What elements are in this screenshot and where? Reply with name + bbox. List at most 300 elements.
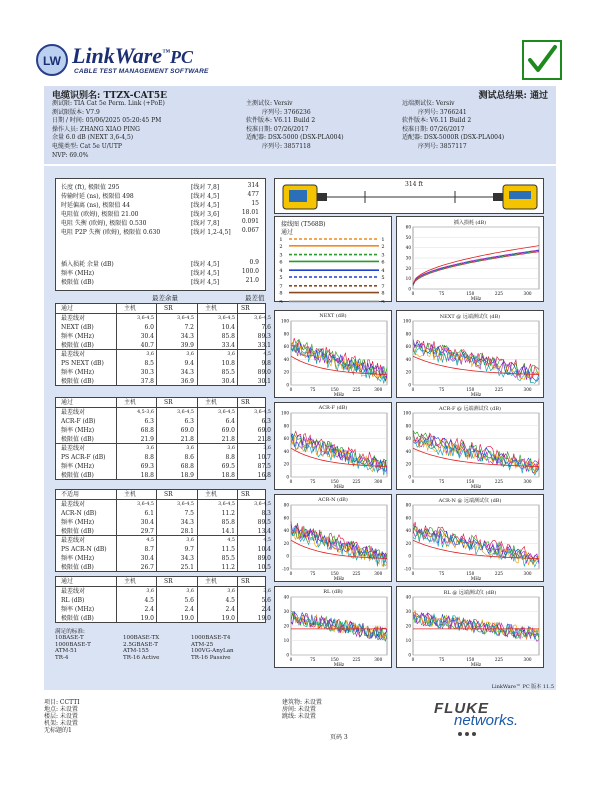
summary-pair: [线对 7,8] bbox=[191, 184, 220, 191]
fluke-word: FLUKE bbox=[434, 700, 489, 717]
row-value: 85.5 bbox=[221, 369, 235, 376]
graph-plot bbox=[397, 311, 545, 399]
table-col-header: SR bbox=[164, 399, 173, 406]
row-value: 4.5 bbox=[225, 597, 235, 604]
row-value: 5.6 bbox=[261, 597, 271, 604]
row-value: 11.2 bbox=[221, 510, 235, 517]
y-tick-label: 0 bbox=[408, 474, 411, 480]
y-tick-label: 0 bbox=[408, 286, 411, 292]
row-label: 极限值 (dB) bbox=[61, 615, 94, 622]
summary-pair: [线对 3,6] bbox=[191, 211, 220, 218]
x-tick-label: 150 bbox=[330, 479, 339, 484]
row-value: 2.4 bbox=[144, 606, 154, 613]
x-tick-label: 75 bbox=[438, 291, 445, 296]
x-tick-label: 150 bbox=[466, 387, 475, 392]
table-status: 不适用 bbox=[61, 491, 80, 498]
dots-icon bbox=[454, 730, 504, 742]
row-label: 频率 (MHz) bbox=[61, 369, 95, 376]
y-tick-label: 50 bbox=[405, 234, 411, 240]
row-value: 89.5 bbox=[257, 519, 271, 526]
main-adapter: 适配器: DSX-5000 (DSX-PLA004) bbox=[246, 134, 344, 142]
row-value: 85.8 bbox=[221, 519, 235, 526]
y-tick-label: 60 bbox=[405, 344, 411, 350]
logo-word: LinkWare bbox=[72, 43, 163, 68]
row-value: 10.7 bbox=[257, 454, 271, 461]
row-value: 8.6 bbox=[184, 454, 194, 461]
standard-item: ATM-25 bbox=[191, 641, 214, 648]
summary-pair: [线对 4,5] bbox=[191, 261, 220, 268]
table-divider bbox=[197, 304, 198, 385]
row-value: 10.4 bbox=[257, 546, 271, 553]
row-label: 频率 (MHz) bbox=[61, 606, 95, 613]
row-value: 30.4 bbox=[140, 555, 154, 562]
x-tick-label: 75 bbox=[310, 387, 316, 392]
x-axis-label: MHz bbox=[470, 662, 482, 667]
row-value: 3,6 bbox=[263, 589, 271, 594]
graph-panel bbox=[396, 310, 544, 398]
y-tick-label: 20 bbox=[283, 540, 289, 546]
y-tick-label: 60 bbox=[405, 224, 411, 230]
row-value: 6.3 bbox=[184, 418, 194, 425]
x-tick-label: 225 bbox=[352, 479, 361, 484]
table-col-header: 主机 bbox=[205, 305, 218, 312]
footer-rack: 机架: 未设置 bbox=[44, 720, 78, 727]
y-tick-label: 10 bbox=[283, 638, 289, 643]
x-tick-label: 75 bbox=[438, 479, 445, 484]
report-header bbox=[44, 86, 556, 164]
graph-plot bbox=[275, 311, 393, 399]
wire-map-status: 通过 bbox=[281, 229, 294, 236]
row-label: 最差线对 bbox=[61, 445, 86, 452]
table-divider bbox=[116, 577, 117, 622]
summary-value: 0.067 bbox=[241, 227, 259, 234]
row-value: 3,6-4,5 bbox=[254, 316, 271, 321]
wire-map-graphic bbox=[275, 217, 393, 303]
standard-item: ATM-155 bbox=[123, 648, 149, 655]
table-col-header: SR bbox=[241, 305, 250, 312]
y-tick-label: 20 bbox=[283, 461, 289, 467]
nvp: NVP: 69.0% bbox=[52, 151, 89, 159]
main-calibration: 校准日期: 07/26/2017 bbox=[246, 125, 309, 133]
row-value: 34.3 bbox=[180, 555, 194, 562]
summary-value: 0.9 bbox=[249, 259, 259, 266]
row-value: 30.4 bbox=[140, 519, 154, 526]
y-tick-label: 40 bbox=[283, 448, 289, 454]
summary-value: 21.0 bbox=[245, 277, 259, 284]
wire-pin-label: 5 bbox=[279, 275, 283, 281]
y-tick-label: 20 bbox=[405, 265, 411, 271]
main-software: 软件版本: V6.11 Build 2 bbox=[246, 117, 316, 125]
row-label: NEXT (dB) bbox=[61, 324, 94, 331]
row-value: 34.3 bbox=[180, 333, 194, 340]
y-tick-label: 80 bbox=[405, 331, 411, 337]
logo-badge: LW bbox=[43, 54, 61, 68]
graph-plot bbox=[397, 495, 545, 583]
row-label: PS NEXT (dB) bbox=[61, 360, 104, 367]
row-value: 9.7 bbox=[184, 546, 194, 553]
summary-value: 15 bbox=[251, 200, 259, 207]
x-tick-label: 225 bbox=[494, 387, 503, 392]
y-tick-label: 80 bbox=[405, 423, 411, 429]
main-serial: 序列号: 3766236 bbox=[262, 108, 311, 116]
summary-label: 极限值 (dB) bbox=[61, 279, 94, 286]
summary-value: 100.0 bbox=[241, 268, 259, 275]
x-axis-label: MHz bbox=[333, 662, 345, 667]
row-label: 最差线对 bbox=[61, 501, 86, 508]
standard-item: 10BASE-T bbox=[55, 635, 84, 642]
y-tick-label: 100 bbox=[403, 410, 411, 416]
row-value: 4,5 bbox=[263, 538, 271, 543]
standard-item: 100BASE-TX bbox=[123, 635, 160, 642]
x-tick-label: 75 bbox=[310, 479, 316, 484]
table-col-header: SR bbox=[164, 491, 173, 498]
summary-label: 电阻 失衡 (欧姆), 极限值 0.530 bbox=[61, 220, 147, 227]
row-value: 2.4 bbox=[184, 606, 194, 613]
date-time: 日期 / 时间: 05/06/2025 05:20:45 PM bbox=[52, 117, 162, 125]
networks-word: networks. bbox=[454, 712, 519, 729]
row-value: 3,6-4,5 bbox=[254, 502, 271, 507]
row-value: 4,5 bbox=[227, 538, 235, 543]
row-value: 28.1 bbox=[180, 528, 194, 535]
x-tick-label: 0 bbox=[289, 479, 293, 484]
graph-panel bbox=[274, 586, 392, 668]
row-label: 极限值 (dB) bbox=[61, 564, 94, 571]
row-label: 最差线对 bbox=[61, 351, 86, 358]
row-value: 6.1 bbox=[144, 510, 154, 517]
remote-adapter: 适配器: DSX-5000R (DSX-PLA004) bbox=[402, 134, 505, 142]
graph-panel bbox=[396, 494, 544, 582]
row-value: 3,6 bbox=[146, 352, 154, 357]
y-tick-label: 60 bbox=[283, 436, 289, 442]
x-tick-label: 75 bbox=[438, 571, 445, 576]
row-value: 3,6 bbox=[186, 589, 194, 594]
standard-item: TR-16 Passive bbox=[191, 654, 231, 661]
cable-id: 电缆识别名: TTZX-CAT5E bbox=[52, 91, 167, 101]
y-tick-label: 40 bbox=[405, 594, 411, 600]
summary-pair: [线对 4,5] bbox=[191, 279, 220, 286]
row-value: 16.8 bbox=[257, 472, 271, 479]
row-value: 6.3 bbox=[144, 418, 154, 425]
graph-title: NEXT (dB) bbox=[319, 313, 347, 319]
summary-label: 长度 (ft), 极限值 295 bbox=[61, 184, 120, 191]
row-value: 69.5 bbox=[221, 463, 235, 470]
row-value: 8.8 bbox=[225, 454, 235, 461]
x-tick-label: 0 bbox=[411, 291, 415, 296]
row-value: 69.0 bbox=[221, 427, 235, 434]
summary-value: 18.01 bbox=[241, 209, 259, 216]
summary-label: 插入损耗 余量 (dB) bbox=[61, 261, 114, 268]
y-tick-label: 100 bbox=[281, 410, 289, 416]
wire-pin-label: 1 bbox=[381, 237, 385, 243]
footer-untitled: 无标题的1 bbox=[44, 727, 72, 734]
graph-panel bbox=[396, 216, 544, 302]
page-number: 页码 3 bbox=[330, 734, 348, 741]
x-tick-label: 0 bbox=[289, 657, 293, 662]
row-value: 19.0 bbox=[221, 615, 235, 622]
row-value: 3,6 bbox=[263, 446, 271, 451]
row-label: 极限值 (dB) bbox=[61, 436, 94, 443]
wire-pin-label: 2 bbox=[279, 243, 283, 250]
x-tick-label: 75 bbox=[310, 657, 316, 662]
table-col-header: 主机 bbox=[205, 491, 218, 498]
row-value: 69.0 bbox=[180, 427, 194, 434]
wire-pin-label: 4 bbox=[279, 268, 283, 275]
footer-patch: 跳线: 未设置 bbox=[282, 713, 316, 720]
summary-pair: [线对 4,5] bbox=[191, 202, 220, 209]
wire-pin-label: 6 bbox=[279, 259, 283, 266]
x-tick-label: 0 bbox=[411, 657, 415, 662]
row-label: 最差线对 bbox=[61, 588, 86, 595]
row-value: 3,6 bbox=[146, 589, 154, 594]
row-value: 36.9 bbox=[180, 378, 194, 385]
table-divider bbox=[116, 490, 117, 571]
y-tick-label: 0 bbox=[408, 652, 411, 658]
x-tick-label: 150 bbox=[466, 657, 475, 662]
row-value: 34.3 bbox=[180, 519, 194, 526]
row-value: 3,6 bbox=[227, 352, 235, 357]
summary-pair: [线对 4,5] bbox=[191, 270, 220, 277]
row-label: 极限值 (dB) bbox=[61, 378, 94, 385]
row-value: 89.0 bbox=[257, 555, 271, 562]
graph-panel bbox=[396, 402, 544, 490]
graph-plot bbox=[397, 403, 545, 491]
wire-map-title: 接线图 (T568B) bbox=[281, 221, 326, 228]
graph-panel bbox=[274, 494, 392, 582]
x-tick-label: 300 bbox=[523, 387, 532, 392]
row-value: 3,6 bbox=[227, 446, 235, 451]
graph-plot bbox=[275, 403, 393, 491]
wire-pin-label: 7 bbox=[381, 283, 385, 290]
standard-item: 2.5GBASE-T bbox=[123, 641, 158, 648]
graph-panel bbox=[274, 402, 392, 490]
x-tick-label: 300 bbox=[374, 657, 383, 662]
graph-title: ACR-F @ 远端测试仪 (dB) bbox=[439, 406, 501, 412]
row-value: 3,6 bbox=[186, 446, 194, 451]
wire-pin-label: 8 bbox=[381, 290, 385, 297]
row-label: 频率 (MHz) bbox=[61, 463, 95, 470]
y-tick-label: 60 bbox=[283, 515, 289, 521]
summary-label: 频率 (MHz) bbox=[61, 270, 95, 277]
y-tick-label: 0 bbox=[286, 382, 289, 388]
row-value: 4,5 bbox=[146, 538, 154, 543]
x-tick-label: 0 bbox=[411, 387, 415, 392]
wire-pin-label: 3 bbox=[381, 252, 385, 259]
logo-tm: ™ bbox=[162, 47, 171, 57]
row-value: 19.0 bbox=[180, 615, 194, 622]
pass-checkmark-icon bbox=[522, 40, 562, 80]
row-value: 3,6 bbox=[186, 538, 194, 543]
x-axis-label: MHz bbox=[333, 484, 345, 489]
row-value: 3,6 bbox=[186, 352, 194, 357]
row-label: 频率 (MHz) bbox=[61, 555, 95, 562]
row-label: RL (dB) bbox=[61, 597, 85, 604]
table-status: 通过 bbox=[61, 578, 74, 585]
y-tick-label: 40 bbox=[283, 528, 289, 534]
table-col-header: SR bbox=[241, 491, 250, 498]
row-value: 3,6-4,5 bbox=[137, 502, 154, 507]
x-tick-label: 225 bbox=[352, 657, 361, 662]
row-value: 18.8 bbox=[140, 472, 154, 479]
summary-pair: [线对 7,8] bbox=[191, 220, 220, 227]
x-tick-label: 150 bbox=[466, 571, 475, 576]
row-value: 29.7 bbox=[140, 528, 154, 535]
summary-pair: [线对 4,5] bbox=[191, 193, 220, 200]
table-col-header: SR bbox=[164, 578, 173, 585]
table-divider bbox=[197, 577, 198, 622]
row-value: 40.7 bbox=[140, 342, 154, 349]
y-tick-label: 30 bbox=[405, 255, 411, 261]
row-value: 7.5 bbox=[184, 510, 194, 517]
graph-title: NEXT @ 远端测试仪 (dB) bbox=[439, 314, 501, 320]
row-value: 19.0 bbox=[257, 615, 271, 622]
fluke-networks-logo bbox=[420, 700, 550, 738]
row-value: 25.1 bbox=[180, 564, 194, 571]
row-label: 最差线对 bbox=[61, 315, 86, 322]
x-tick-label: 0 bbox=[411, 479, 415, 484]
table-col-header: SR bbox=[164, 305, 173, 312]
row-label: 最差线对 bbox=[61, 409, 86, 416]
row-value: 11.5 bbox=[221, 546, 235, 553]
y-tick-label: 40 bbox=[283, 356, 289, 362]
table-col-header: 主机 bbox=[124, 491, 137, 498]
y-tick-label: 40 bbox=[405, 245, 411, 251]
row-value: 89.3 bbox=[257, 333, 271, 340]
row-value: 85.5 bbox=[221, 555, 235, 562]
tester-diagram bbox=[274, 178, 544, 214]
y-tick-label: 20 bbox=[283, 623, 289, 629]
y-tick-label: 0 bbox=[286, 474, 289, 480]
standards-title: 满足的标准: bbox=[55, 629, 85, 635]
row-value: 7.6 bbox=[261, 324, 271, 331]
table-col-header: 主机 bbox=[124, 399, 137, 406]
worst-margin-header: 最差余量 bbox=[152, 294, 178, 302]
row-value: 9.4 bbox=[184, 360, 194, 367]
x-tick-label: 150 bbox=[466, 479, 475, 484]
header-left-col bbox=[52, 100, 165, 160]
y-tick-label: 20 bbox=[283, 369, 289, 375]
row-value: 69.0 bbox=[257, 427, 271, 434]
standard-item: TR-4 bbox=[55, 654, 69, 661]
row-value: 3,6-4,5 bbox=[254, 410, 271, 415]
summary-value: 0.091 bbox=[241, 218, 259, 225]
row-value: 7.2 bbox=[184, 324, 194, 331]
row-label: ACR-F (dB) bbox=[61, 418, 96, 425]
x-tick-label: 300 bbox=[523, 291, 532, 296]
row-value: 18.8 bbox=[221, 472, 235, 479]
x-tick-label: 225 bbox=[352, 571, 361, 576]
y-tick-label: 60 bbox=[283, 344, 289, 350]
results-table bbox=[55, 397, 271, 480]
wire-pin-label: 1 bbox=[279, 237, 283, 243]
row-value: 85.8 bbox=[221, 333, 235, 340]
y-tick-label: 40 bbox=[405, 448, 411, 454]
remote-serial: 序列号: 3766241 bbox=[418, 108, 467, 116]
summary-label: 电阻 P2P 失衡 (欧姆), 极限值 0.630 bbox=[61, 229, 161, 236]
row-value: 2.4 bbox=[261, 606, 271, 613]
row-value: 3,6 bbox=[227, 589, 235, 594]
row-value: 11.2 bbox=[221, 564, 235, 571]
remote-tester: 远端测试仪: Versiv bbox=[402, 100, 455, 107]
row-label: 极限值 (dB) bbox=[61, 528, 94, 535]
row-value: 2.4 bbox=[225, 606, 235, 613]
graph-title: RL (dB) bbox=[323, 589, 343, 595]
row-value: 69.3 bbox=[140, 463, 154, 470]
standard-item: 100VG-AnyLan bbox=[191, 648, 234, 655]
y-tick-label: 40 bbox=[283, 594, 289, 600]
row-value: 10.5 bbox=[257, 564, 271, 571]
row-label: ACR-N (dB) bbox=[61, 510, 97, 517]
y-tick-label: 40 bbox=[405, 528, 411, 534]
graph-title: ACR-N (dB) bbox=[318, 497, 348, 503]
wire-pin-label: 7 bbox=[279, 283, 283, 290]
table-status: 通过 bbox=[61, 399, 74, 406]
summary-box bbox=[55, 178, 266, 291]
x-tick-label: 300 bbox=[523, 479, 532, 484]
logo-pc: PC bbox=[170, 47, 194, 67]
row-value: 21.9 bbox=[140, 436, 154, 443]
x-tick-label: 225 bbox=[494, 571, 503, 576]
row-value: 3,6-4,5 bbox=[218, 316, 235, 321]
table-divider bbox=[156, 304, 157, 385]
standard-item: 1000BASE-T4 bbox=[191, 635, 231, 642]
y-tick-label: -10 bbox=[404, 566, 411, 572]
y-tick-label: 20 bbox=[405, 369, 411, 375]
wire-pin-label: 5 bbox=[381, 275, 385, 281]
footer-site: 地点: 未设置 bbox=[44, 706, 78, 713]
row-value: 68.8 bbox=[140, 427, 154, 434]
x-tick-label: 300 bbox=[523, 571, 532, 576]
x-tick-label: 150 bbox=[330, 571, 339, 576]
table-col-header: 主机 bbox=[124, 578, 137, 585]
header-remote-tester bbox=[402, 100, 504, 152]
row-value: 9.8 bbox=[261, 360, 271, 367]
row-value: 8.5 bbox=[144, 360, 154, 367]
row-value: 4,5-3,6 bbox=[137, 410, 154, 415]
y-tick-label: 0 bbox=[286, 652, 289, 658]
row-label: 极限值 (dB) bbox=[61, 342, 94, 349]
row-value: 10.4 bbox=[221, 324, 235, 331]
summary-label: 传输时延 (ns), 极限值 498 bbox=[61, 193, 134, 200]
logo-subtitle: CABLE TEST MANAGEMENT SOFTWARE bbox=[74, 68, 209, 75]
x-tick-label: 300 bbox=[523, 657, 532, 662]
graph-plot bbox=[275, 495, 393, 583]
footer-left bbox=[44, 699, 80, 734]
y-tick-label: 40 bbox=[405, 356, 411, 362]
cable-length: 314 ft bbox=[405, 181, 423, 188]
row-label: 频率 (MHz) bbox=[61, 519, 95, 526]
x-tick-label: 75 bbox=[438, 657, 445, 662]
y-tick-label: -10 bbox=[282, 566, 289, 572]
summary-label: 电阻值 (欧姆), 极限值 21.00 bbox=[61, 211, 139, 218]
standard-item: ATM-51 bbox=[55, 648, 78, 655]
operator: 操作人员: ZHANG XIAO PING bbox=[52, 125, 140, 133]
x-tick-label: 225 bbox=[494, 479, 503, 484]
x-tick-label: 0 bbox=[289, 387, 293, 392]
x-axis-label: MHz bbox=[470, 576, 482, 581]
table-divider bbox=[116, 304, 117, 385]
row-label: 最差线对 bbox=[61, 537, 86, 544]
y-tick-label: 60 bbox=[405, 436, 411, 442]
y-tick-label: 0 bbox=[286, 553, 289, 559]
graph-title: ACR-N @ 远端测试仪 (dB) bbox=[438, 498, 502, 504]
row-value: 6.4 bbox=[225, 418, 235, 425]
cable-type: 电缆类型: Cat 5e U/UTP bbox=[52, 142, 122, 150]
results-table bbox=[55, 576, 271, 623]
linkware-logo bbox=[34, 42, 214, 80]
header-main-tester bbox=[246, 100, 344, 152]
y-tick-label: 0 bbox=[408, 553, 411, 559]
footer-floor: 楼层: 未设置 bbox=[44, 713, 78, 720]
